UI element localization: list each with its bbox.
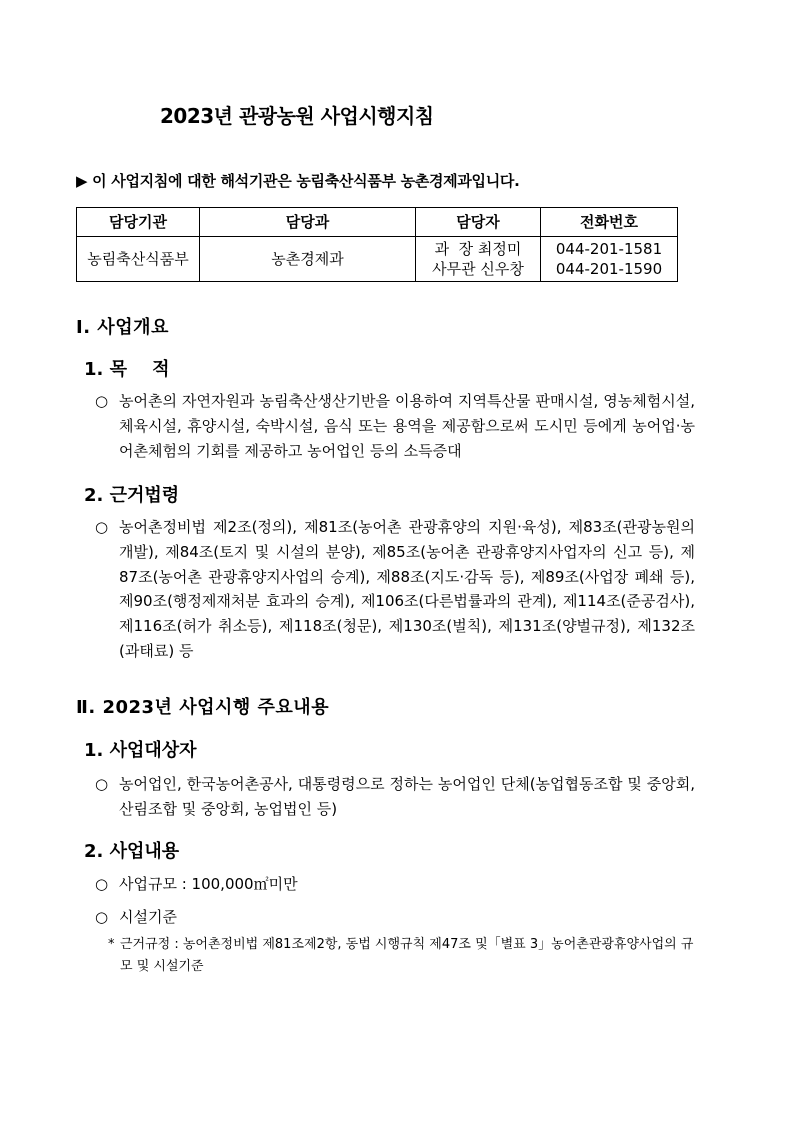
facility-paragraph [95,905,695,930]
bullet-icon: ○ [95,392,109,410]
target-paragraph [95,772,695,822]
law-paragraph [95,515,695,664]
cell-staff [416,237,541,282]
phone-2: 044-201-1590 [555,260,663,278]
scale-paragraph [95,872,695,897]
document-title: 2023년 관광농원 사업시행지침 [160,104,434,128]
bullet-icon: ○ [95,908,109,926]
purpose-heading: 1. 목 적 [84,359,170,380]
cell-agency: 농림축산식품부 [77,237,200,282]
staff-2: 사무관 신우창 [432,260,524,278]
target-heading: 1. 사업대상자 [84,740,197,761]
purpose-paragraph [95,389,695,463]
header-department: 담당과 [200,208,416,237]
header-phone: 전화번호 [541,208,678,237]
phone-1: 044-201-1581 [555,240,663,258]
contact-table-header-row [77,208,678,237]
target-text: 농어업인, 한국농어촌공사, 대통령령으로 정하는 농어업인 단체(농업협동조합 및 중앙회, 산림조합 및 중앙회, 농업법인 등) [119,775,695,818]
header-staff: 담당자 [416,208,541,237]
law-text: 농어촌정비법 제2조(정의), 제81조(농어촌 관광휴양의 지원·육성), 제83조(관광농원의 개발), 제84조(토지 및 시설의 분양), 제85조(농어촌 관광휴양지사업자의 신고 등), 제87조(농어촌 관광휴양지사업의 승계), 제88조(지도·감독 등), 제89조(사업장 폐쇄 등), 제90조(행정제재처분 효과의 승계), 제106조(다른법률과의 관계), 제114조(준공검사), 제116조(허가 취소등), 제118조(청문), 제130조(벌칙), 제131조(양벌규정), 제132조(과태료) 등 [119,518,695,660]
section-2-heading: Ⅱ. 2023년 사업시행 주요내용 [76,697,330,718]
interpretation-notice: ▶ 이 사업지침에 대한 해석기관은 농림축산식품부 농촌경제과입니다. [76,172,520,190]
bullet-icon: ○ [95,775,109,793]
facility-text: 시설기준 [119,908,177,926]
cell-department: 농촌경제과 [200,237,416,282]
contact-table-row [77,237,678,282]
section-1-heading: Ⅰ. 사업개요 [76,317,169,338]
header-agency: 담당기관 [77,208,200,237]
scale-text: 사업규모 : 100,000㎡미만 [119,875,298,893]
asterisk-icon: * [108,937,115,952]
facility-note-text: 근거규정 : 농어촌정비법 제81조제2항, 동법 시행규칙 제47조 및「별표 3」농어촌관광휴양사업의 규모 및 시설기준 [120,937,694,974]
purpose-text: 농어촌의 자연자원과 농림축산생산기반을 이용하여 지역특산물 판매시설, 영농체험시설, 체육시설, 휴양시설, 숙박시설, 음식 또는 용역을 제공함으로써 도시민 등에게 농어업·농어촌체험의 기회를 제공하고 농어업인 등의 소득증대 [119,392,695,460]
staff-1: 과 장 최정미 [434,240,522,258]
facility-note [108,934,698,978]
bullet-icon: ○ [95,875,109,893]
contact-table [76,207,678,282]
law-heading: 2. 근거법령 [84,485,180,506]
bullet-icon: ○ [95,518,109,536]
content-heading: 2. 사업내용 [84,841,180,862]
cell-phone [541,237,678,282]
